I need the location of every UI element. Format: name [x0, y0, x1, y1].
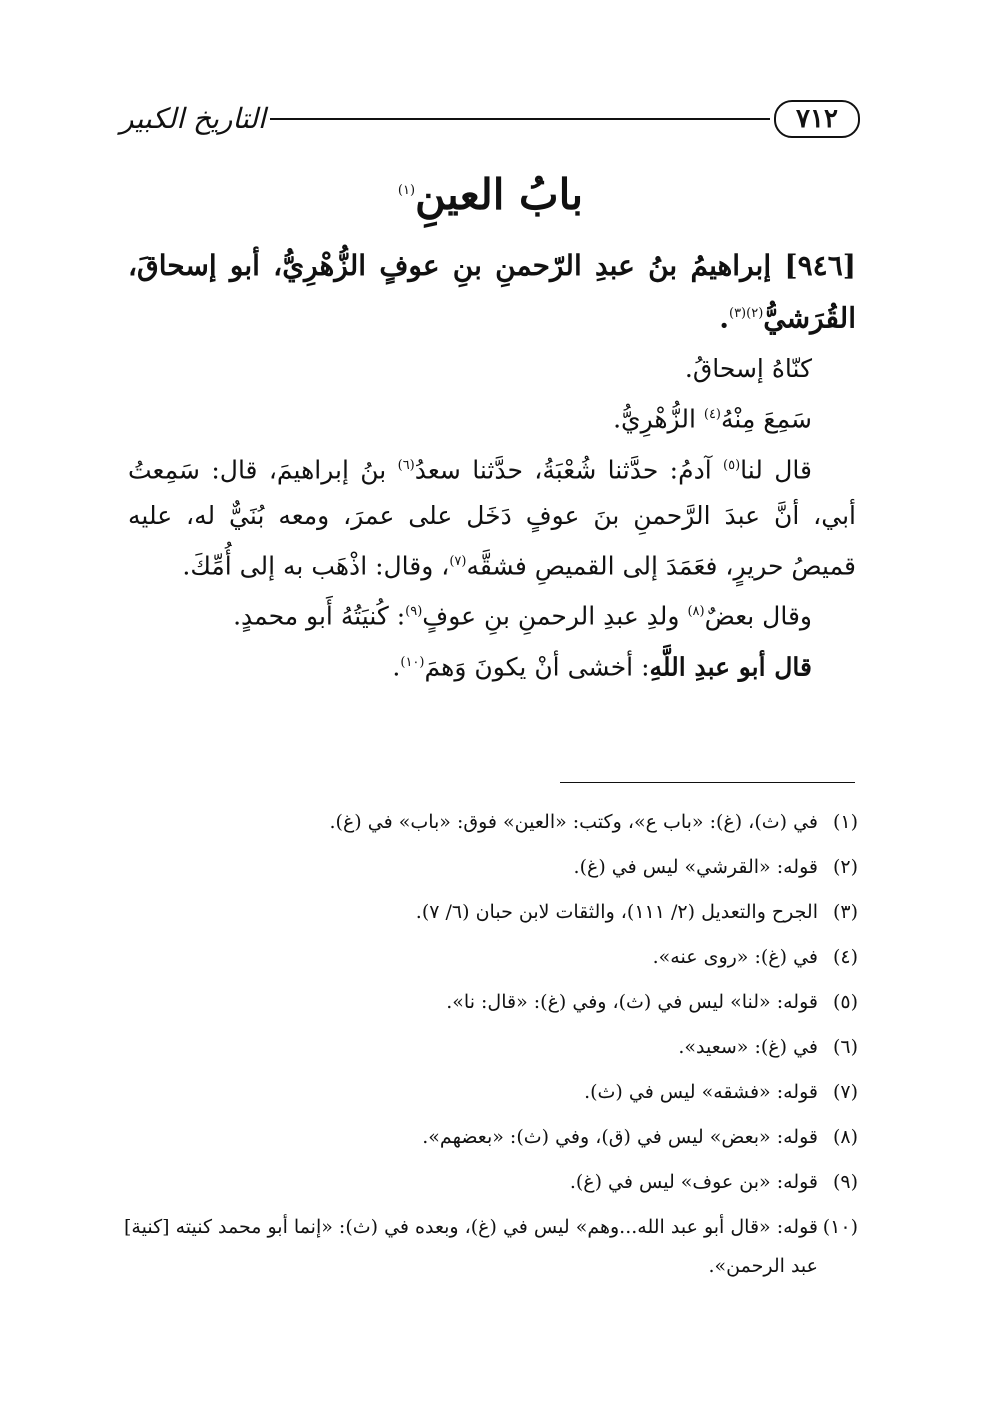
- heard-text-end: الزُّهْرِيُّ.: [613, 404, 704, 434]
- footnote-item: [118, 980, 858, 1025]
- chapter-title: بابُ العينِ: [415, 170, 584, 219]
- footnote-number: (٢): [832, 856, 858, 878]
- footnote-mark: (٤): [703, 407, 721, 423]
- main-text: [128, 242, 856, 690]
- entry-number: [٩٤٦]: [784, 249, 857, 282]
- footnote-text: في (غ): «روى عنه».: [652, 946, 818, 968]
- footnote-mark: (٩): [405, 604, 423, 620]
- footnote-rule: [560, 782, 855, 783]
- author-comment: [128, 640, 856, 690]
- page-header: [120, 100, 860, 140]
- footnote-item: [118, 1115, 858, 1160]
- footnote-item: [118, 935, 858, 980]
- narration-paragraph: [128, 443, 856, 590]
- footnote-number: (١): [832, 811, 858, 833]
- text-span: آدمُ: حدَّثنا شُعْبَةُ، حدَّثنا سعدُ: [414, 454, 723, 484]
- text-span: : أخشى أنْ يكونَ وَهمَ: [424, 651, 650, 681]
- heard-text: سَمِعَ مِنْهُ: [721, 404, 812, 434]
- footnotes: [118, 800, 858, 1289]
- entry-name-line1: إبراهيمُ بنُ عبدِ الرّحمنِ بنِ عوفٍ الزُّهْرِيُّ، أبو إسحاقَ،: [128, 249, 772, 282]
- footnote-number: (١٠): [822, 1216, 858, 1238]
- footnote-number: (٣): [832, 901, 858, 923]
- text-span: بنُ إبراهيمَ، قال: سَمِعتُ أبي، أنَّ عبدَ الرَّحمنِ بنَ عوفٍ دَخَل على عمرَ، ومعه بُنَيٌّ له، عليه قميصُ حريرٍ، فعَمَدَ إلى القميصِ فشقَّه: [128, 454, 856, 581]
- text-span: قال لنا: [740, 454, 812, 484]
- entry-name-line2: القُرَشيُّ: [763, 301, 856, 335]
- footnote-continuation: عبد الرحمن».: [708, 1255, 818, 1277]
- footnote-text: قوله: «فشقه» ليس في (ث).: [584, 1081, 818, 1103]
- page-number: ٧١٢: [774, 100, 860, 138]
- footnote-number: (٤): [832, 946, 858, 968]
- footnote-text: في (غ): «سعيد».: [678, 1036, 818, 1058]
- footnote-item: [118, 1160, 858, 1205]
- footnote-mark: (٥): [723, 457, 741, 473]
- footnote-item: [118, 1025, 858, 1070]
- text-span: .: [392, 651, 401, 681]
- footnote-mark: (٢)(٣): [728, 306, 764, 321]
- footnote-text: قوله: «بعض» ليس في (ق)، وفي (ث): «بعضهم».: [422, 1126, 818, 1148]
- book-title: التاريخ الكبير: [120, 102, 266, 135]
- footnote-text: قوله: «القرشي» ليس في (غ).: [573, 856, 818, 878]
- footnote-text: قوله: «بن عوف» ليس في (غ).: [569, 1171, 818, 1193]
- footnote-number: (٨): [832, 1126, 858, 1148]
- header-rule: [270, 118, 770, 120]
- text-span: : كُنيَتُهُ أَبو محمدٍ.: [233, 601, 406, 631]
- heard-line: [128, 392, 856, 442]
- text-span: ، وقال: اذْهَب به إلى أُمِّكَ.: [182, 551, 450, 581]
- footnote-item: [118, 845, 858, 890]
- footnote-item: [118, 800, 858, 845]
- footnote-item: [118, 1070, 858, 1115]
- footnote-number: (٥): [832, 991, 858, 1013]
- text-span: ولدِ عبدِ الرحمنِ بنِ عوفٍ: [422, 601, 688, 631]
- kunya-line: كنّاهُ إسحاقُ.: [684, 354, 812, 384]
- text-span: وقال بعضٌ: [704, 601, 812, 631]
- footnote-text: في (ث)، (غ): «باب ع»، وكتب: «العين» فوق: «باب» في (غ).: [329, 811, 818, 833]
- entry-end: .: [719, 301, 729, 335]
- entry-heading: [128, 242, 856, 342]
- footnote-text: الجرح والتعديل (٢/ ١١١)، والثقات لابن حبان (٦/ ٧).: [415, 901, 818, 923]
- footnote-mark: (٦): [397, 457, 415, 473]
- footnote-mark: (٧): [449, 553, 467, 569]
- footnote-mark: (١): [397, 183, 416, 198]
- kunya-paragraph: [128, 589, 856, 639]
- chapter-heading: [0, 170, 981, 219]
- footnote-text: قوله: «قال أبو عبد الله...وهم» ليس في (غ)، وبعده في (ث): «إنما أبو محمد كنيته [كنية]: [124, 1216, 818, 1238]
- footnote-number: (٦): [832, 1036, 858, 1058]
- footnote-text: قوله: «لنا» ليس في (ث)، وفي (غ): «قال: نا».: [446, 991, 818, 1013]
- footnote-number: (٩): [832, 1171, 858, 1193]
- author-label: قال أبو عبدِ اللَّهِ: [649, 651, 812, 681]
- footnote-number: (٧): [832, 1081, 858, 1103]
- footnote-mark: (٨): [687, 604, 705, 620]
- footnote-mark: (١٠): [400, 654, 425, 670]
- footnote-item: [118, 890, 858, 935]
